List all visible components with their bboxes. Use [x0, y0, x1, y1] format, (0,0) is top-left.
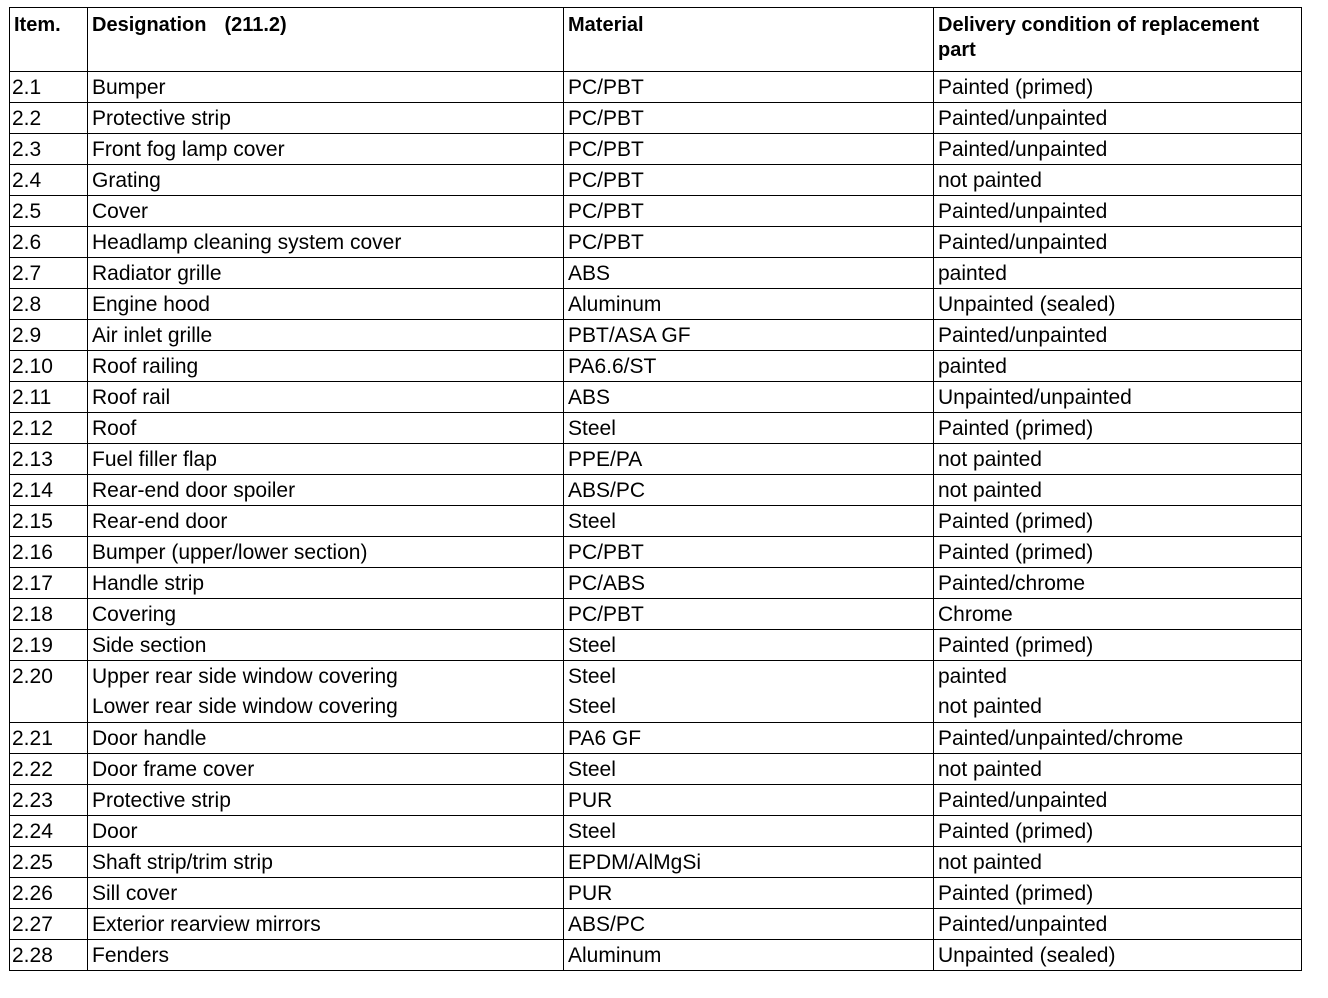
cell-material: Steel	[564, 506, 934, 537]
cell-item: 2.15	[10, 506, 88, 537]
cell-designation: Upper rear side window covering Lower rear side window covering	[88, 661, 564, 723]
cell-item: 2.28	[10, 940, 88, 971]
cell-item: 2.12	[10, 413, 88, 444]
cell-item: 2.19	[10, 630, 88, 661]
cell-item: 2.11	[10, 382, 88, 413]
cell-delivery-condition: Chrome	[934, 599, 1302, 630]
cell-delivery-condition: not painted	[934, 165, 1302, 196]
table-row	[10, 165, 1302, 196]
cell-material: PC/PBT	[564, 103, 934, 134]
table-row	[10, 568, 1302, 599]
cell-material: ABS/PC	[564, 475, 934, 506]
cell-designation: Door handle	[88, 723, 564, 754]
table-row	[10, 351, 1302, 382]
header-delivery-condition: Delivery condition of replacement part	[934, 8, 1302, 72]
cell-material: PC/PBT	[564, 134, 934, 165]
table-row	[10, 258, 1302, 289]
cell-delivery-condition: painted	[934, 351, 1302, 382]
header-designation: Designation (211.2)	[88, 8, 564, 72]
cell-delivery-condition: Painted (primed)	[934, 413, 1302, 444]
table-row	[10, 661, 1302, 723]
cell-material: Steel	[564, 630, 934, 661]
table-row	[10, 289, 1302, 320]
parts-material-table	[9, 7, 1302, 971]
table-row	[10, 816, 1302, 847]
cell-delivery-condition: Painted/unpainted	[934, 196, 1302, 227]
cell-material: Aluminum	[564, 289, 934, 320]
cell-delivery-condition: Painted (primed)	[934, 506, 1302, 537]
cell-delivery-condition: not painted	[934, 847, 1302, 878]
table-row	[10, 382, 1302, 413]
table-row	[10, 134, 1302, 165]
cell-material: PC/PBT	[564, 537, 934, 568]
table-row	[10, 723, 1302, 754]
table-row	[10, 599, 1302, 630]
cell-designation: Bumper (upper/lower section)	[88, 537, 564, 568]
cell-material: ABS	[564, 382, 934, 413]
cell-designation: Rear-end door spoiler	[88, 475, 564, 506]
table-row	[10, 196, 1302, 227]
cell-material: PBT/ASA GF	[564, 320, 934, 351]
cell-designation: Bumper	[88, 72, 564, 103]
cell-designation: Grating	[88, 165, 564, 196]
table-body	[10, 72, 1302, 971]
cell-delivery-condition: painted not painted	[934, 661, 1302, 723]
cell-material: Aluminum	[564, 940, 934, 971]
cell-delivery-condition: Painted/chrome	[934, 568, 1302, 599]
table-row	[10, 320, 1302, 351]
cell-designation: Fenders	[88, 940, 564, 971]
table-row	[10, 940, 1302, 971]
cell-delivery-condition: Painted (primed)	[934, 816, 1302, 847]
cell-material: PC/PBT	[564, 227, 934, 258]
cell-delivery-condition: not painted	[934, 754, 1302, 785]
table-row	[10, 72, 1302, 103]
table-row	[10, 630, 1302, 661]
cell-delivery-condition: Painted/unpainted	[934, 134, 1302, 165]
cell-material: PUR	[564, 785, 934, 816]
cell-material: ABS/PC	[564, 909, 934, 940]
cell-item: 2.10	[10, 351, 88, 382]
cell-designation: Roof	[88, 413, 564, 444]
cell-item: 2.9	[10, 320, 88, 351]
cell-designation: Exterior rearview mirrors	[88, 909, 564, 940]
cell-designation: Headlamp cleaning system cover	[88, 227, 564, 258]
cell-material: PA6 GF	[564, 723, 934, 754]
cell-designation: Protective strip	[88, 785, 564, 816]
cell-designation: Roof rail	[88, 382, 564, 413]
table-row	[10, 475, 1302, 506]
cell-item: 2.13	[10, 444, 88, 475]
cell-item: 2.21	[10, 723, 88, 754]
cell-designation: Front fog lamp cover	[88, 134, 564, 165]
cell-delivery-condition: Painted (primed)	[934, 72, 1302, 103]
cell-designation: Door frame cover	[88, 754, 564, 785]
table-row	[10, 103, 1302, 134]
cell-item: 2.8	[10, 289, 88, 320]
header-material: Material	[564, 8, 934, 72]
cell-designation: Door	[88, 816, 564, 847]
cell-item: 2.5	[10, 196, 88, 227]
cell-material: Steel	[564, 816, 934, 847]
cell-material: PPE/PA	[564, 444, 934, 475]
cell-designation: Roof railing	[88, 351, 564, 382]
cell-designation: Sill cover	[88, 878, 564, 909]
cell-item: 2.25	[10, 847, 88, 878]
cell-delivery-condition: Painted (primed)	[934, 630, 1302, 661]
cell-delivery-condition: Unpainted (sealed)	[934, 289, 1302, 320]
cell-material: PC/PBT	[564, 599, 934, 630]
cell-item: 2.1	[10, 72, 88, 103]
cell-designation: Cover	[88, 196, 564, 227]
cell-delivery-condition: painted	[934, 258, 1302, 289]
cell-delivery-condition: not painted	[934, 475, 1302, 506]
table-header-row	[10, 8, 1302, 72]
cell-item: 2.3	[10, 134, 88, 165]
table-row	[10, 444, 1302, 475]
cell-material: PA6.6/ST	[564, 351, 934, 382]
cell-delivery-condition: Painted (primed)	[934, 878, 1302, 909]
cell-delivery-condition: Unpainted (sealed)	[934, 940, 1302, 971]
table-row	[10, 785, 1302, 816]
cell-designation: Fuel filler flap	[88, 444, 564, 475]
cell-material: PC/ABS	[564, 568, 934, 599]
cell-material: Steel	[564, 754, 934, 785]
cell-delivery-condition: Painted/unpainted	[934, 227, 1302, 258]
cell-designation: Side section	[88, 630, 564, 661]
cell-item: 2.20	[10, 661, 88, 723]
cell-item: 2.26	[10, 878, 88, 909]
table-row	[10, 754, 1302, 785]
cell-delivery-condition: Painted/unpainted	[934, 785, 1302, 816]
cell-designation: Radiator grille	[88, 258, 564, 289]
cell-designation: Air inlet grille	[88, 320, 564, 351]
cell-item: 2.23	[10, 785, 88, 816]
cell-designation: Handle strip	[88, 568, 564, 599]
cell-designation: Engine hood	[88, 289, 564, 320]
cell-item: 2.7	[10, 258, 88, 289]
cell-designation: Protective strip	[88, 103, 564, 134]
cell-item: 2.2	[10, 103, 88, 134]
table-row	[10, 909, 1302, 940]
cell-material: PC/PBT	[564, 196, 934, 227]
header-designation-ref: (211.2)	[224, 14, 287, 36]
table-row	[10, 413, 1302, 444]
cell-material: Steel	[564, 413, 934, 444]
cell-designation: Rear-end door	[88, 506, 564, 537]
cell-material: PUR	[564, 878, 934, 909]
cell-designation: Shaft strip/trim strip	[88, 847, 564, 878]
cell-item: 2.14	[10, 475, 88, 506]
table-row	[10, 878, 1302, 909]
cell-delivery-condition: Unpainted/unpainted	[934, 382, 1302, 413]
cell-material: EPDM/AlMgSi	[564, 847, 934, 878]
table-row	[10, 227, 1302, 258]
cell-item: 2.27	[10, 909, 88, 940]
cell-delivery-condition: Painted (primed)	[934, 537, 1302, 568]
cell-material: Steel Steel	[564, 661, 934, 723]
table-row	[10, 847, 1302, 878]
cell-item: 2.22	[10, 754, 88, 785]
cell-material: PC/PBT	[564, 72, 934, 103]
cell-item: 2.16	[10, 537, 88, 568]
cell-item: 2.17	[10, 568, 88, 599]
cell-delivery-condition: Painted/unpainted/chrome	[934, 723, 1302, 754]
cell-item: 2.4	[10, 165, 88, 196]
cell-delivery-condition: Painted/unpainted	[934, 103, 1302, 134]
cell-delivery-condition: Painted/unpainted	[934, 320, 1302, 351]
cell-item: 2.24	[10, 816, 88, 847]
cell-designation: Covering	[88, 599, 564, 630]
cell-material: ABS	[564, 258, 934, 289]
cell-item: 2.18	[10, 599, 88, 630]
header-item: Item.	[10, 8, 88, 72]
cell-material: PC/PBT	[564, 165, 934, 196]
table-row	[10, 506, 1302, 537]
cell-item: 2.6	[10, 227, 88, 258]
cell-delivery-condition: Painted/unpainted	[934, 909, 1302, 940]
cell-delivery-condition: not painted	[934, 444, 1302, 475]
table-row	[10, 537, 1302, 568]
